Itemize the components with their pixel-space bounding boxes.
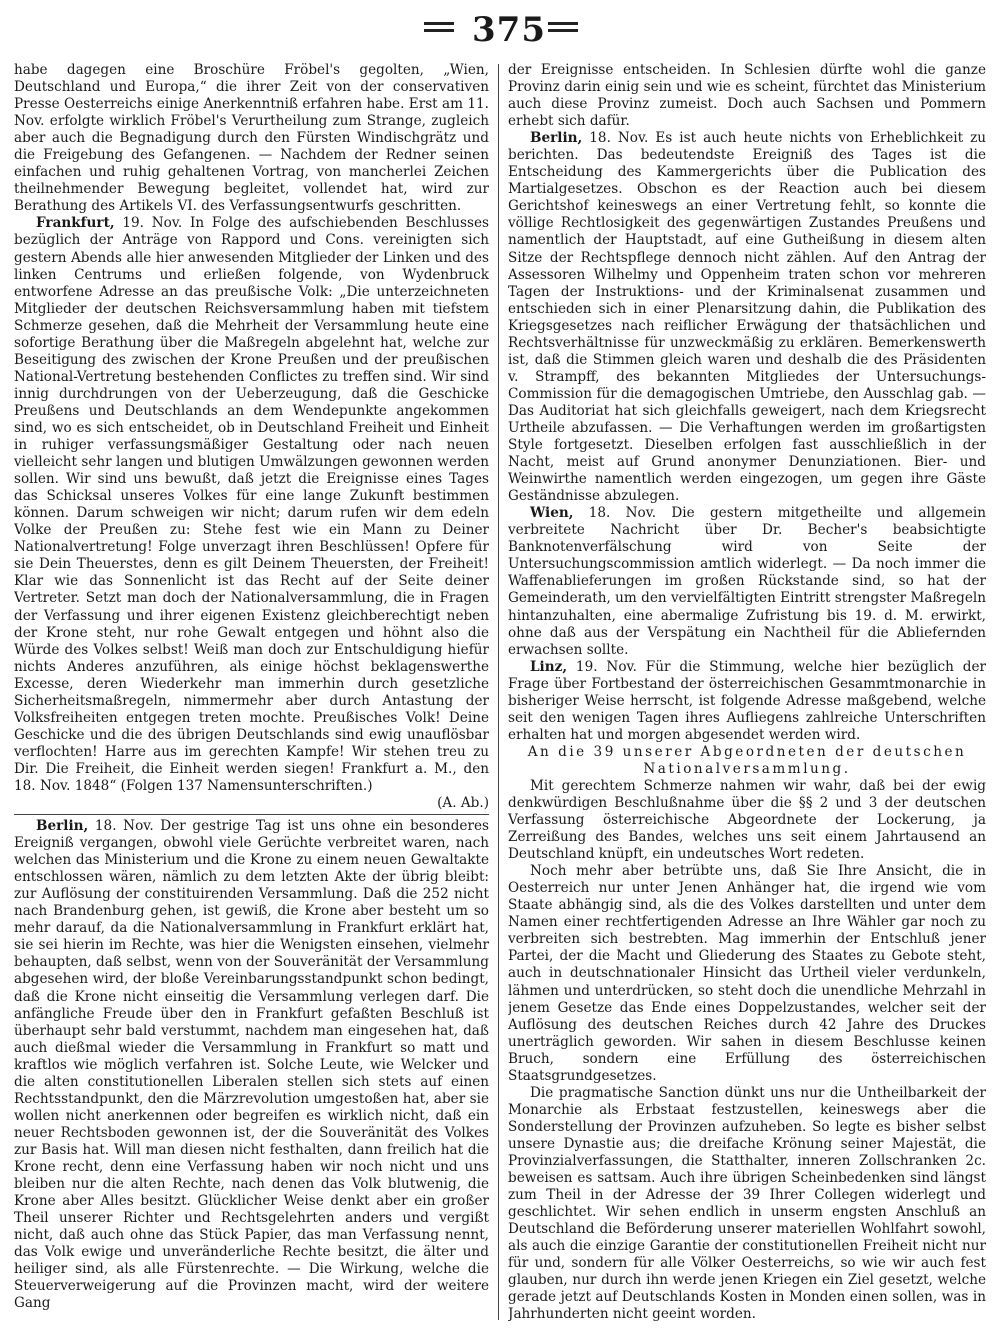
dateline-frankfurt: Frankfurt, — [36, 215, 115, 232]
article-frankfurt — [14, 215, 489, 795]
address-heading-line2: Nationalversammlung. — [643, 760, 851, 777]
right-column — [508, 62, 986, 1324]
article-body: 19. Nov. In Folge des aufschiebenden Beschlusses bezüglich der Anträge von Rappord und Cons. vereinigten sich gestern Abends alle hier anwesenden Mitglieder der Linken und des linken Centrums und erließen folgende, von Wydenbruck entworfene Adresse an das preußische Volk: „Die unterzeichneten Mitglieder der deutschen Reichsversammlung haben mit tiefstem Schmerze gesehen, daß die Mehrheit der Versammlung heute eine sofortige Berathung über die Maßregeln abgelehnt hat, welche zur Beseitigung des zwischen der Krone Preußen und der preußischen National-Vertretung bestehenden Conflictes zu treffen sind. Wir sind innig durchdrungen von der Ueberzeugung, daß die Geschicke Preußens und Deutschlands an dem Wendepunkte angekommen sind, wo es sich entscheidet, ob in Deutschland Freiheit und Einheit in ruhiger verfassungsmäßiger Gestaltung oder nach neuen vielleicht sehr langen und blutigen Umwälzungen gewonnen werden sollen. Wir sind uns bewußt, daß jetzt die Ereignisse eines Tages das Schicksal unseres Volkes für eine lange Zukunft bestimmen können. Darum schweigen wir nicht; darum rufen wir dem edeln Volke der Preußen zu: Stehe fest wie ein Mann zu Deiner Nationalvertretung! Folge unverzagt ihren Beschlüssen! Opfere für sie Dein Theuerstes, denn es gilt Deinem Theuersten, der Freiheit! Klar wie das Sonnenlicht ist das Recht auf der Seite deiner Vertreter. Setzt man doch der Nationalversammlung, die in Fragen der Verfassung und ihrer eigenen Existenz gleichberechtigt neben der Krone steht, nur rohe Gewalt entgegen und höhnt also die Würde des Volkes selbst! Weiß man doch zur Entschuldigung hiefür nichts Anderes anzuführen, als einige höchst beklagenswerthe Excesse, deren Wiederkehr man immerhin durch gesetzliche Sicherheitsmaßregeln, nimmermehr aber durch Antastung der Volksfreiheiten entgegen treten mochte. Preußisches Volk! Deine Geschicke und die des übrigen Deutschlands sind ewig unauflösbar verflochten! Harre aus im gerechten Kampfe! Wir stehen treu zu Dir. Die Freiheit, die Einheit werden siegen! Frankfurt a. M., den 18. Nov. 1848“ (Folgen 137 Namensunterschriften.) — [14, 215, 489, 794]
column-divider — [498, 64, 499, 1320]
header-ornament-left — [424, 22, 454, 36]
article-paragraph: habe dagegen eine Broschüre Fröbel's gegolten, „Wien, Deutschland und Europa,“ die ihrer Zeit von der conservativen Presse Oesterreichs einige Anerkenntniß erfahren habe. Erst am 11. Nov. erfolgte wirklich Fröbel's Verurtheilung zum Strange, zugleich aber auch die Begnadigung durch den Fürsten Windischgrätz und die Freigebung des Gefangenen. — Nachdem der Redner seinen einfachen und ruhig gehaltenen Vortrag, von mancherlei Zeichen theilnehmender Bewegung begleitet, vollendet hat, wird zur Berathung des Artikels VI. des Verfassungsentwurfs geschritten. — [14, 62, 489, 215]
address-paragraph: Die pragmatische Sanction dünkt uns nur die Untheilbarkeit der Monarchie als Erbstaat festzustellen, keineswegs aber die Sonderstellung der Provinzen aufzuheben. So legte es bisher selbst unsere Dynastie aus; die dreifache Krönung seiner Majestät, die Provinzialverfassungen, die Statthalter, inneren Zollschranken 2c. beweisen es sattsam. Auch ihre übrigen Scheinbedenken sind längst zum Theil in der Adresse der 39 Ihrer Collegen widerlegt und geschlichtet. Wir sehen endlich in unserm engsten Anschluß an Deutschland die Beförderung unserer materiellen Wohlfahrt sowohl, als auch die einzige Garantie der constitutionellen Freiheit nicht nur für und, sondern für alle Völker Oesterreichs, so wie wir auch fest glauben, nur durch ihn werde jenen Kriegen ein Ziel gesetzt, welche gerade jetzt auf Deutschlands Kosten in Monden einen sollen, was in Jahrhunderten nicht geeint worden. — [508, 1084, 986, 1323]
page-number: 375 — [472, 10, 546, 50]
left-column — [14, 62, 489, 1324]
address-paragraph: Mit gerechtem Schmerze nahmen wir wahr, daß bei der ewig denkwürdigen Beschlußnahme über die §§ 2 und 3 der deutschen Verfassung österreichische Abgeordnete der Lockerung, ja Zerreißung des Bandes, welches uns seit einem Jahrtausend an Deutschland knüpft, ein undeutsches Wort redeten. — [508, 777, 986, 863]
address-heading-line1: An die 39 unserer Abgeordneten der deutschen — [527, 743, 967, 760]
address-paragraph: Noch mehr aber betrübte uns, daß Sie Ihre Ansicht, die in Oesterreich nur unter Jenen Anhänger hat, die irgend wie vom Staate abhängig sind, als die des Volkes darstellten und unter dem Namen einer rechtfertigenden Adresse an Ihre Wähler gar noch zu verbreiten sich bestrebten. Mag immerhin der Entschluß jener Partei, der die Macht und Gliederung des Staates zu Gebote steht, auch in deutschnationaler Hinsicht das Urtheil vieler verdunkeln, lähmen und unterdrücken, so steht doch die unendliche Mehrzahl in jenem Gesetze das Ende eines Doppelzustandes, welcher seit der Auflösung des deutschen Reiches durch 42 Jahre des Druckes unerträglich geworden. Wir sahen in diesem Beschlusse keinen Bruch, sondern eine Erfüllung des österreichischen Staatsgrundgesetzes. — [508, 863, 986, 1084]
source-signature: (A. Ab.) — [437, 795, 489, 812]
article-body: 18. Nov. Die gestern mitgetheilte und allgemein verbreitete Nachricht über Dr. Becher's beabsichtigte Banknotenverfälschung wird von Seite der Untersuchungscommission amtlich widerlegt. — Da noch immer die Waffenablieferungen im großen Rückstande sind, so hat der Gemeinderath, um den vervielfältigten Eintritt strengster Maßregeln hintanzuhalten, eine abermalige Zufristung bis 19. d. M. erwirkt, ohne daß aus der Verspätung ein Nachtheil für die Abliefernden erwachsen sollte. — [508, 505, 986, 658]
article-body: 19. Nov. Für die Stimmung, welche hier bezüglich der Frage über Fortbestand der österreichischen Gesammtmonarchie in bisheriger Weise herrscht, ist folgende Adresse maßgebend, welche seit den wenigen Tagen ihres Aufliegens zahlreiche Unterschriften erhalten hat und morgen abgesendet werden wird. — [508, 658, 986, 743]
dateline-linz: Linz, — [530, 658, 568, 675]
article-body: 18. Nov. Es ist auch heute nichts von Erheblichkeit zu berichten. Das bedeutendste Ereigniß des Tages ist die Entscheidung des Kammergerichts über die Publication des Martialgesetzes. Obschon es der Reaction auch bei diesem Gerichtshof keineswegs an einer Vertretung fehlt, so konnte die völlige Rechtlosigkeit des gegenwärtigen Zustandes Preußens und namentlich der Hauptstadt, auf eine Gutheißung in diesem alten Sitze der Rechtspflege dennoch nicht zählen. Auf den Antrag der Assessoren Wilhelmy und Oppenheim traten schon vor mehreren Tagen der Instruktions- und der Kriminalsenat zusammen und entschieden sich in einer Plenarsitzung dahin, die Publikation des Kriegsgesetzes nach reiflicher Erwägung der thatsächlichen und Rechtsverhältnisse für unzweckmäßig zu erklären. Bemerkenswerth ist, daß die Stimmen gleich waren und deshalb die des Präsidenten v. Strampff, des bekannten Mitgliedes der Untersuchungs-Commission für die demagogischen Umtriebe, den Ausschlag gab. — Das Auditoriat hat sich gleichfalls geweigert, nach dem Kriegsrecht Urtheile abzufassen. — Die Verhaftungen werden im großartigsten Style fortgesetzt. Dieselben erfolgen fast ausschließlich in der Nacht, meist auf Grund anonymer Denunziationen. Bier- und Weinwirthe namentlich werden eingezogen, um gegen ihre Gäste Geständnisse abzulegen. — [508, 130, 986, 505]
dateline-berlin: Berlin, — [530, 130, 583, 147]
article-linz — [508, 659, 986, 744]
article-separator — [14, 814, 489, 815]
article-paragraph: der Ereignisse entscheiden. In Schlesien dürfte wohl die ganze Provinz darin einig sein und wie es scheint, fürchtet das Ministerium auch diese Provinz zumeist. Doch auch Sachsen und Pommern erhebt sich dafür. — [508, 62, 986, 130]
page-header — [0, 8, 1000, 52]
header-ornament-right — [548, 22, 578, 36]
article-berlin — [14, 818, 489, 1312]
article-berlin-2 — [508, 130, 986, 505]
article-wien — [508, 505, 986, 658]
dateline-wien: Wien, — [530, 505, 574, 522]
dateline-berlin: Berlin, — [36, 818, 89, 835]
article-body: 18. Nov. Der gestrige Tag ist uns ohne ein besonderes Ereigniß vergangen, obwohl viele Gerüchte verbreitet waren, nach welchen das Ministerium und die Krone zu einem neuen Gewaltakte entschlossen wären, nämlich zu dem letzten Akte der übrig bleibt: zur Auflösung der constituirenden Versammlung. Daß die 252 nicht nach Brandenburg gehen, ist gewiß, die Krone aber besteht um so mehr darauf, da die Nationalversammlung in Frankfurt erklärt hat, sie sei hierin im Rechte, was hier die Wenigsten einsehen, vielmehr behaupten, daß selbst, wenn von der Souveränität der Versammlung abgesehen wird, der bloße Vereinbarungsstandpunkt schon bedingt, daß die Krone nicht einseitig die Versammlung verlegen darf. Die anfängliche Freude über den in Frankfurt gefaßten Beschluß ist überhaupt sehr bald verstummt, nachdem man eingesehen hat, daß auch dießmal wieder die Versammlung in Frankfurt so matt und kraftlos wie möglich verfahren ist. Solche Leute, wie Welcker und die alten constitutionellen Liberalen stellen sich stets auf einen Rechtsstandpunkt, den die Märzrevolution umgestoßen hat, aber sie wollen nicht anerkennen oder begreifen es wirklich nicht, daß ein neuer Rechtsboden gewonnen ist, der die Souveränität des Volkes zur Basis hat. Will man diesen nicht festhalten, dann freilich hat die Krone recht, denn eine Verfassung haben wir noch nicht und uns bleiben nur die alten Rechte, nach denen das Volk blutwenig, die Krone aber Alles besitzt. Glücklicher Weise denkt aber ein großer Theil unserer Richter und Rechtsgelehrten anders und vergißt nicht, daß auch ohne das Stück Papier, das man Verfassung nennt, das Volk ewige und unveränderliche Rechte besitzt, die älter und heiliger sind, als alle Fürstenrechte. — Die Wirkung, welche die Steuerverweigerung auf die Provinzen macht, wird der weitere Gang — [14, 818, 489, 1312]
